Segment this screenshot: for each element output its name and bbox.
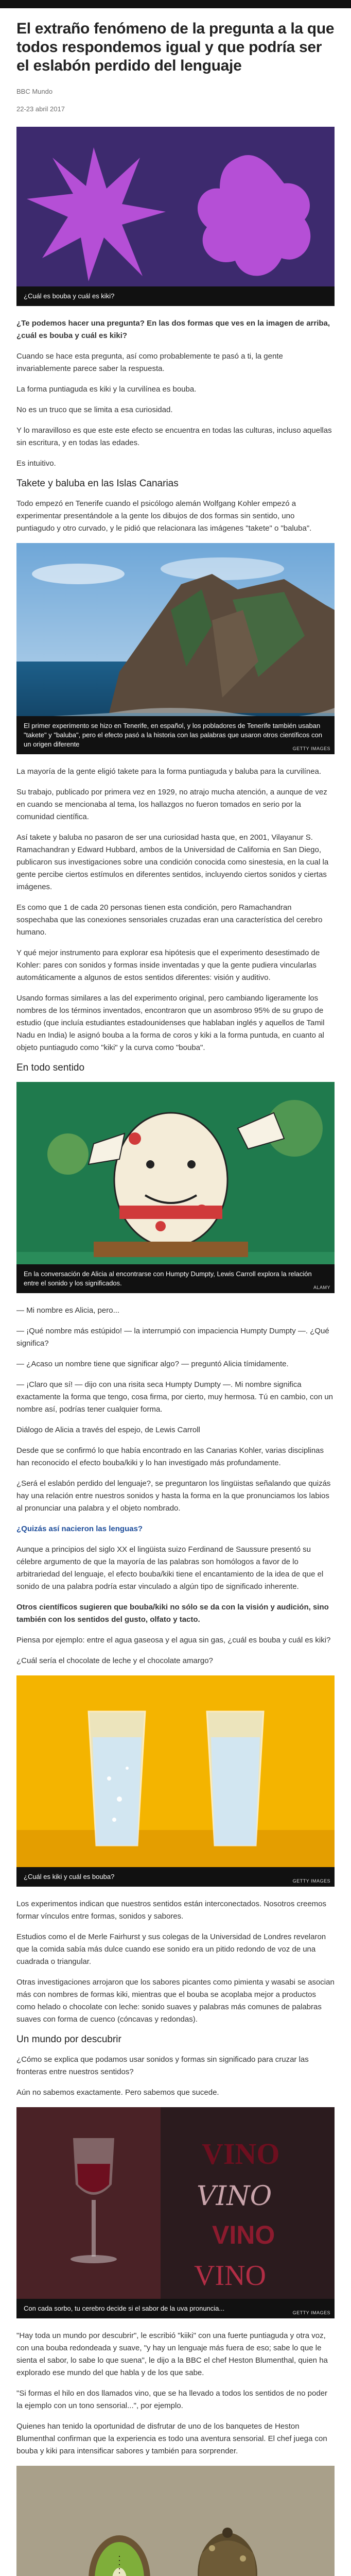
paragraph: Aún no sabemos exactamente. Pero sabemos que sucede. [16, 2088, 219, 2097]
article-source: BBC Mundo [16, 88, 53, 95]
image-credit: GETTY IMAGES [292, 2310, 330, 2315]
figure-water [16, 1675, 335, 1887]
paragraph: ¿Cómo se explica que podamos usar sonidos y formas sin significado para cruzar las fronteras entre nuestros sentidos? [16, 2055, 309, 2076]
paragraph: Y qué mejor instrumento para explorar esa hipótesis que el experimento desestimado de Kohler: pares con sonidos y formas inside inventadas y que la gente pudiera vincularlas automáticamente a algunos de estos sentidos diferentes: visión y auditivo. [16, 948, 320, 982]
paragraph: — ¡Qué nombre más estúpido! — la interrumpió con impaciencia Humpty Dumpty —. ¿Qué significa? [16, 1327, 329, 1348]
paragraph: ¿Será el eslabón perdido del lenguaje?, se preguntaron los lingüistas señalando que quizás hay una relación entre nuestros sonidos y hasta la forma en la que pronunciamos los labios al pronunciar una palabra y el objeto nombrado. [16, 1479, 331, 1513]
kiki-shape [27, 147, 166, 281]
kiwi-image [16, 2466, 335, 2576]
paragraph: Otros científicos sugieren que bouba/kiki no sólo se da con la visión y audición, sino también con los sentidos del gusto, olfato y tacto. [16, 1603, 329, 1624]
paragraph: — ¿Acaso un nombre tiene que significar algo? — preguntó Alicia tímidamente. [16, 1360, 289, 1368]
shapes-image [16, 127, 335, 306]
section-heading: En todo sentido [16, 1062, 85, 1073]
kiwi-photo [16, 2466, 335, 2576]
wine-word: VINO [212, 2221, 275, 2249]
paragraph: "Si formas el hilo en dos llamados vino, que se ha llevado a todos los sentidos de no poder la ejemplo con un tono sensorial...", por ejemplo. [16, 2389, 328, 2410]
paragraph: Así takete y baluba no pasaron de ser una curiosidad hasta que, en 2001, Vilayanur S. Ramachandran y Edward Hubbard, ambos de la Universidad de California en San Diego, publicaron sus investigaciones sobre una condición conocida como sinestesia, en la cual la gente percibe ciertos estímulos en diferentes sentidos, incluyendo ciertos sonidos y ciertas imágenes. [16, 833, 329, 891]
image-credit: ALAMY [313, 1285, 330, 1290]
article-meta [16, 87, 335, 114]
paragraph: Es intuitivo. [16, 459, 56, 468]
figure-caption: ¿Cuál es kiki y cuál es bouba? [16, 1867, 335, 1887]
wine-word: VINO [197, 2181, 272, 2212]
image-credit: GETTY IMAGES [292, 746, 330, 751]
paragraph: Piensa por ejemplo: entre el agua gaseosa y el agua sin gas, ¿cuál es bouba y cuál es kiki? [16, 1636, 331, 1645]
top-bar [0, 0, 351, 8]
figure-caption: En la conversación de Alicia al encontrarse con Humpty Dumpty, Lewis Carroll explora la relación entre el sonido y los significados. [16, 1264, 335, 1293]
coast-image [16, 543, 335, 754]
paragraph: Otras investigaciones arrojaron que los sabores picantes como pimienta y wasabi se asocian más con nombres de formas kiki, mientras que el bouba se acoplaba mejor a productos como helado o chocolate con leche: sonido suaves y palabras más comunes de palabras suaves con forma de cuenco (cóncavas y redondas). [16, 1978, 335, 2024]
paragraph: Su trabajo, publicado por primera vez en 1929, no atrajo mucha atención, a aunque de vez en cuando se mencionaba al tema, los hallazgos no fueron tomados en serio por la comunidad científica. [16, 788, 327, 821]
bouba-kiki-shapes [16, 127, 335, 306]
paragraph: Todo empezó en Tenerife cuando el psicólogo alemán Wolfgang Kohler empezó a experimentar presentándole a la gente los dibujos de dos formas sin sentido, uno puntiagudo y otro curvado, y le pidió que relacionara las imágenes "takete" o "baluba". [16, 499, 312, 533]
subheading: ¿Quizás así nacieron las lenguas? [16, 1524, 143, 1533]
paragraph: "Hay toda un mundo por descubrir", le escribió "kiiki" con una fuerte puntiaguda y otra voz, con una bouba redondeada y suave, "y hay un lenguaje más fuera de eso; sabe lo que le sienta el sabor, lo sabe lo que suena", le dijo a la BBC el chef Heston Blumenthal, quien ha explorado ese mundo del que habla y de los que sabe. [16, 2331, 328, 2377]
section-heading: Un mundo por descubrir [16, 2034, 121, 2045]
paragraph: Es como que 1 de cada 20 personas tienen esta condición, pero Ramachandran sospechaba que las conexiones sensoriales cruzadas eran una característica del cerebro humano. [16, 903, 323, 937]
bouba-shape [198, 155, 310, 276]
paragraph: La forma puntiaguda es kiki y la curvilínea es bouba. [16, 385, 197, 394]
paragraph: — ¡Claro que sí! — dijo con una risita seca Humpty Dumpty —. Mi nombre significa exactamente la forma que tengo, cosa firma, por cierto, muy hermosa. Tú en cambio, con un nombre así, podrías tener cualquier forma. [16, 1380, 334, 1414]
paragraph: Quienes han tenido la oportunidad de disfrutar de uno de los banquetes de Heston Blumenthal confirman que la experiencia es todo una aventura sensorial. El chef juega con bouba y kiki para intensificar sabores y también para sorprender. [16, 2422, 327, 2455]
paragraph: Estudios como el de Merle Fairhurst y sus colegas de la Universidad de Londres revelaron que la comida sabía más dulce cuando ese sonido era un pitido redondo de voz de una cuadrada o triangular. [16, 1933, 326, 1966]
figure-shapes [16, 127, 335, 306]
figure-wine [16, 2107, 335, 2318]
paragraph: Y lo maravilloso es que este este efecto se encuentra en todas las culturas, incluso aquellas sin escritura, y en todas las edades. [16, 426, 332, 447]
water-glasses [16, 1675, 335, 1887]
humpty-illustration [16, 1082, 335, 1293]
figure-humpty [16, 1082, 335, 1293]
section-heading: Takete y baluba en las Islas Canarias [16, 478, 179, 489]
article-title: El extraño fenómeno de la pregunta a la que todos respondemos igual y que podría ser el eslabón perdido del lenguaje [16, 20, 335, 74]
figure-caption: El primer experimento se hizo en Tenerife, en español, y los pobladores de Tenerife también usaban "takete" y "baluba", pero el efecto pasó a la historia con las palabras que usaron otros científicos con un origen diferente [16, 716, 335, 754]
paragraph: Los experimentos indican que nuestros sentidos están interconectados. Nosotros creemos formar vínculos entre formas, sonidos y sabores. [16, 1900, 326, 1921]
paragraph: — Mi nombre es Alicia, pero... [16, 1306, 120, 1315]
humpty-image [16, 1082, 335, 1293]
wine-word: VINO [194, 2260, 266, 2292]
paragraph: Usando formas similares a las del experimento original, pero cambiando ligeramente los nombres de los términos inventados, encontraron que un asombroso 95% de su grupo de estudio (que incluía estudiantes estadounidenses que hablaban inglés y aquellos de Tamil Nadu en India) le asignó bouba a la forma de coros y kiki a la forma puntuda, en cuanto al objeto puntiagudo como "kiki" y la curva como "bouba". [16, 994, 325, 1052]
article-content [0, 8, 351, 2576]
paragraph: Aunque a principios del siglo XX el lingüista suizo Ferdinand de Saussure presentó su célebre argumento de que la mayoría de las palabras son homólogos a favor de lo arbitrariedad del lenguaje, el efecto bouba/kiki tiene el encantamiento de la idea de que el sonido de una palabra podría estar vinculado a algún tipo de significado inherente. [16, 1545, 324, 1591]
wine-word: VINO [202, 2137, 280, 2171]
figure-caption: ¿Cuál es bouba y cuál es kiki? [16, 286, 335, 306]
wine-photo [16, 2107, 335, 2318]
paragraph: Diálogo de Alicia a través del espejo, de Lewis Carroll [16, 1426, 200, 1434]
figure-caption: Con cada sorbo, tu cerebro decide si el sabor de la uva pronuncia... [16, 2299, 335, 2318]
article-date: 22-23 abril 2017 [16, 105, 65, 113]
paragraph: Cuando se hace esta pregunta, así como probablemente te pasó a ti, la gente invariablemente parece saber la respuesta. [16, 352, 283, 373]
wine-image [16, 2107, 335, 2318]
paragraph: La mayoría de la gente eligió takete para la forma puntiaguda y baluba para la curvilínea. [16, 767, 322, 776]
paragraph: Desde que se confirmó lo que había encontrado en las Canarias Kohler, varias disciplinas han reconocido el efecto bouba/kiki y lo han investigado más profundamente. [16, 1446, 324, 1467]
image-credit: GETTY IMAGES [292, 1878, 330, 1884]
paragraph: ¿Cuál sería el chocolate de leche y el chocolate amargo? [16, 1656, 213, 1665]
paragraph: No es un truco que se limita a esa curiosidad. [16, 405, 173, 414]
figure-kiwi [16, 2466, 335, 2576]
figure-coast [16, 543, 335, 754]
water-image [16, 1675, 335, 1887]
paragraph: ¿Te podemos hacer una pregunta? En las dos formas que ves en la imagen de arriba, ¿cuál es bouba y cuál es kiki? [16, 319, 330, 340]
